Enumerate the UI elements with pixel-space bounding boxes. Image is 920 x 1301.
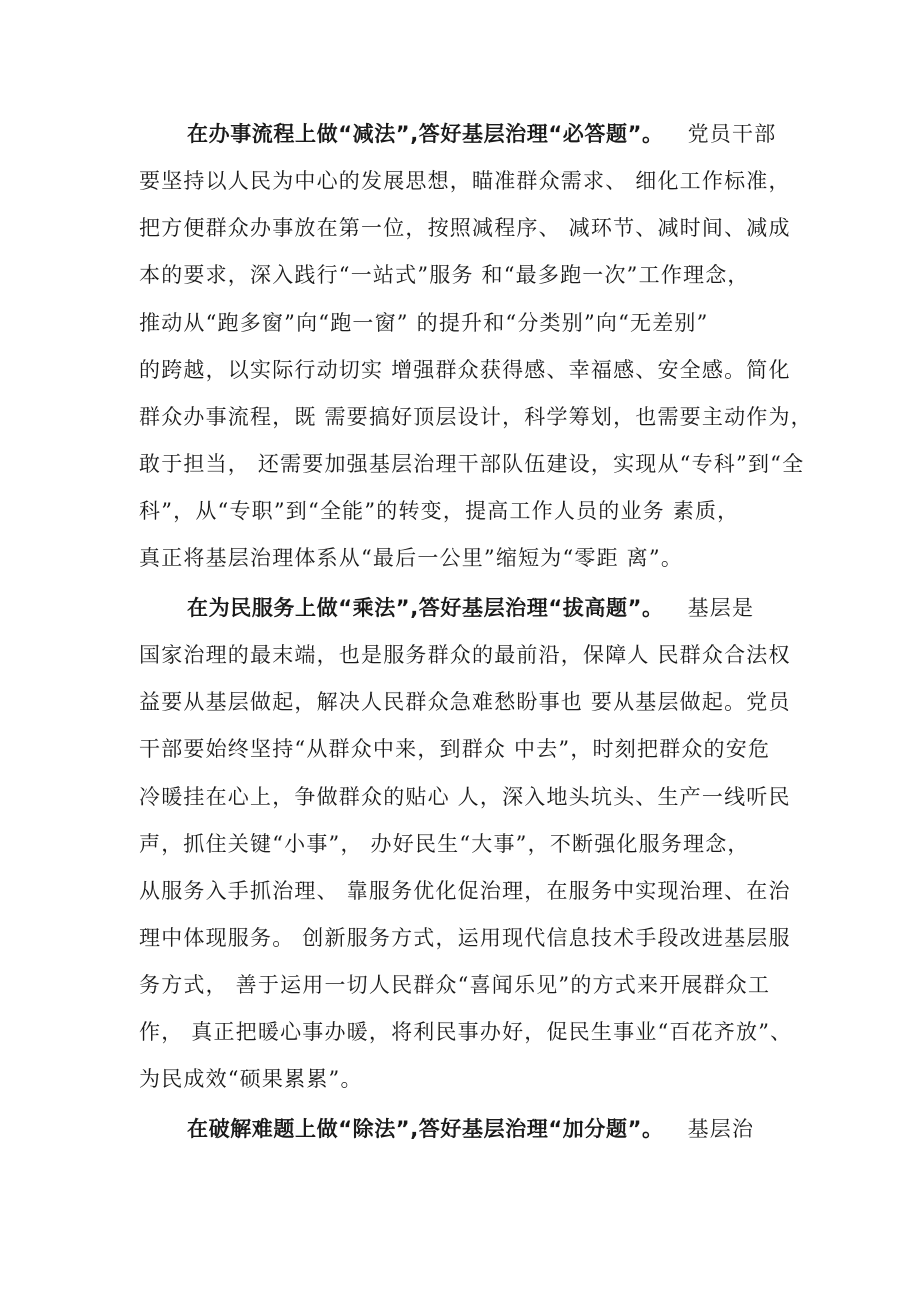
- paragraph-2-line: 益要从基层做起，解决人民群众急难愁盼事也 要从基层做起。党员: [139, 690, 791, 714]
- paragraph-1-line: 的跨越，以实际行动切实 增强群众获得感、幸福感、安全感。简化: [139, 358, 791, 382]
- paragraph-3-heading: 在破解难题上做“除法”,答好基层治理“加分题”。: [187, 1117, 664, 1141]
- paragraph-2-line: 干部要始终坚持“从群众中来，到群众 中去”，时刻把群众的安危: [139, 737, 771, 761]
- paragraph-1-heading: 在办事流程上做“减法”,答好基层治理“必答题”。: [187, 122, 664, 146]
- paragraph-2-line: 国家治理的最末端，也是服务群众的最前沿，保障人 民群众合法权: [139, 643, 791, 667]
- paragraph-1-line: 推动从“跑多窗”向“跑一窗” 的提升和“分类别”向“无差别”: [139, 311, 709, 335]
- paragraph-1-line: 要坚持以人民为中心的发展思想，瞄准群众需求、 细化工作标准，: [139, 169, 791, 193]
- paragraph-2-first-line-text: 基层是: [687, 596, 755, 620]
- paragraph-2-first-line: [187, 593, 799, 623]
- paragraph-1-first-line-text: 党员干部: [687, 122, 777, 146]
- paragraph-1-line: 本的要求，深入践行“一站式”服务 和“最多跑一次”工作理念，: [139, 263, 750, 287]
- paragraph-2-line: 冷暖挂在心上，争做群众的贴心 人，深入地头坑头、生产一线听民: [139, 785, 791, 809]
- paragraph-2-heading: 在为民服务上做“乘法”,答好基层治理“拔高题”。: [187, 596, 664, 620]
- paragraph-1-line: 敢于担当， 还需要加强基层治理干部队伍建设，实现从“专科”到“全: [139, 452, 805, 476]
- paragraph-2-line: 务方式， 善于运用一切人民群众“喜闻乐见”的方式来开展群众工: [139, 973, 771, 997]
- paragraph-2-line: 作， 真正把暖心事办暖，将利民事办好，促民生事业“百花齐放”、: [139, 1020, 793, 1044]
- paragraph-1-line: 真正将基层治理体系从“最后一公里”缩短为“零距 离”。: [139, 546, 684, 570]
- paragraph-2-line: 理中体现服务。 创新服务方式，运用现代信息技术手段改进基层服: [139, 926, 791, 950]
- paragraph-2-line: 为民成效“硕果累累”。: [139, 1067, 363, 1091]
- paragraph-3-first-line: [187, 1114, 799, 1144]
- paragraph-3-first-line-text: 基层治: [687, 1117, 755, 1141]
- paragraph-1-line: 把方便群众办事放在第一位，按照减程序、 减环节、减时间、减成: [139, 216, 791, 240]
- paragraph-1-line: 科”，从“专职”到“全能”的转变，提高工作人员的业务 素质，: [139, 499, 740, 523]
- paragraph-2-line: 声，抓住关键“小事”， 办好民生“大事”，不断强化服务理念，: [139, 832, 750, 856]
- paragraph-1-line: 群众办事流程，既 需要搞好顶层设计，科学筹划，也需要主动作为，: [139, 405, 813, 429]
- paragraph-2-line: 从服务入手抓治理、 靠服务优化促治理，在服务中实现治理、在治: [139, 879, 791, 903]
- paragraph-1-first-line: [187, 119, 799, 149]
